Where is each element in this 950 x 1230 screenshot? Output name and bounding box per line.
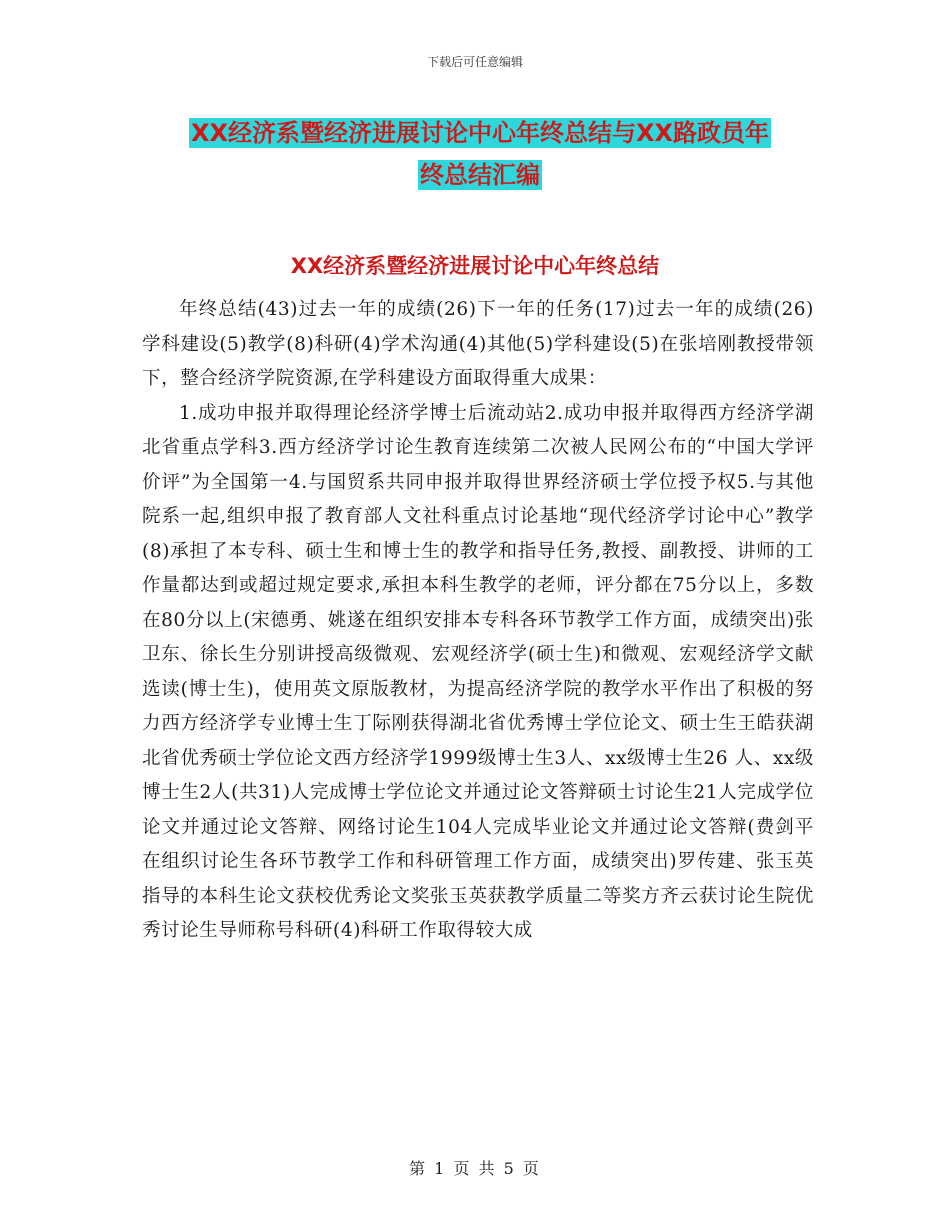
document-title-line-1: XX经济系暨经济进展讨论中心年终总结与XX路政员年 <box>190 119 769 147</box>
document-title <box>140 112 820 196</box>
page-number: 第 1 页 共 5 页 <box>409 1159 541 1178</box>
section-title: XX经济系暨经济进展讨论中心年终总结 <box>290 254 660 278</box>
header-note: 下载后可任意编辑 <box>426 55 523 69</box>
paragraph-1: 年终总结(43)过去一年的成绩(26)下一年的任务(17)过去一年的成绩(26)学科建设(5)教学(8)科研(4)学术沟通(4)其他(5)学科建设(5)在张培刚教授带领下，整合经济学院资源,在学科建设方面取得重大成果： <box>142 299 814 389</box>
document-title-line-2: 终总结汇编 <box>420 161 540 189</box>
paragraph-2: 1.成功申报并取得理论经济学博士后流动站2.成功申报并取得西方经济学湖北省重点学科3.西方经济学讨论生教育连续第二次被人民网公布的“中国大学评价评”为全国第一4.与国贸系共同申报并取得世界经济硕士学位授予权5.与其他院系一起,组织申报了教育部人文社科重点讨论基地“现代经济学讨论中心”教学(8)承担了本专科、硕士生和博士生的教学和指导任务,教授、副教授、讲师的工作量都达到或超过规定要求,承担本科生教学的老师，评分都在75分以上，多数在80分以上(宋德勇、姚遂在组织安排本专科各环节教学工作方面，成绩突出)张卫东、徐长生分别讲授高级微观、宏观经济学(硕士生)和微观、宏观经济学文献选读(博士生)，使用英文原版教材，为提高经济学院的教学水平作出了积极的努力西方经济学专业博士生丁际刚获得湖北省优秀博士学位论文、硕士生王皓获湖北省优秀硕士学位论文西方经济学1999级博士生3人、xx级博士生26 人、xx级博士生2人(共31)人完成博士学位论文并通过论文答辩硕士讨论生21人完成学位论文并通过论文答辩、网络讨论生104人完成毕业论文并通过论文答辩(费剑平在组织讨论生各环节教学工作和科研管理工作方面，成绩突出)罗传建、张玉英指导的本科生论文获校优秀论文奖张玉英获教学质量二等奖方齐云获讨论生院优秀讨论生导师称号科研(4)科研工作取得较大成 <box>142 402 815 941</box>
body-text <box>142 293 814 949</box>
